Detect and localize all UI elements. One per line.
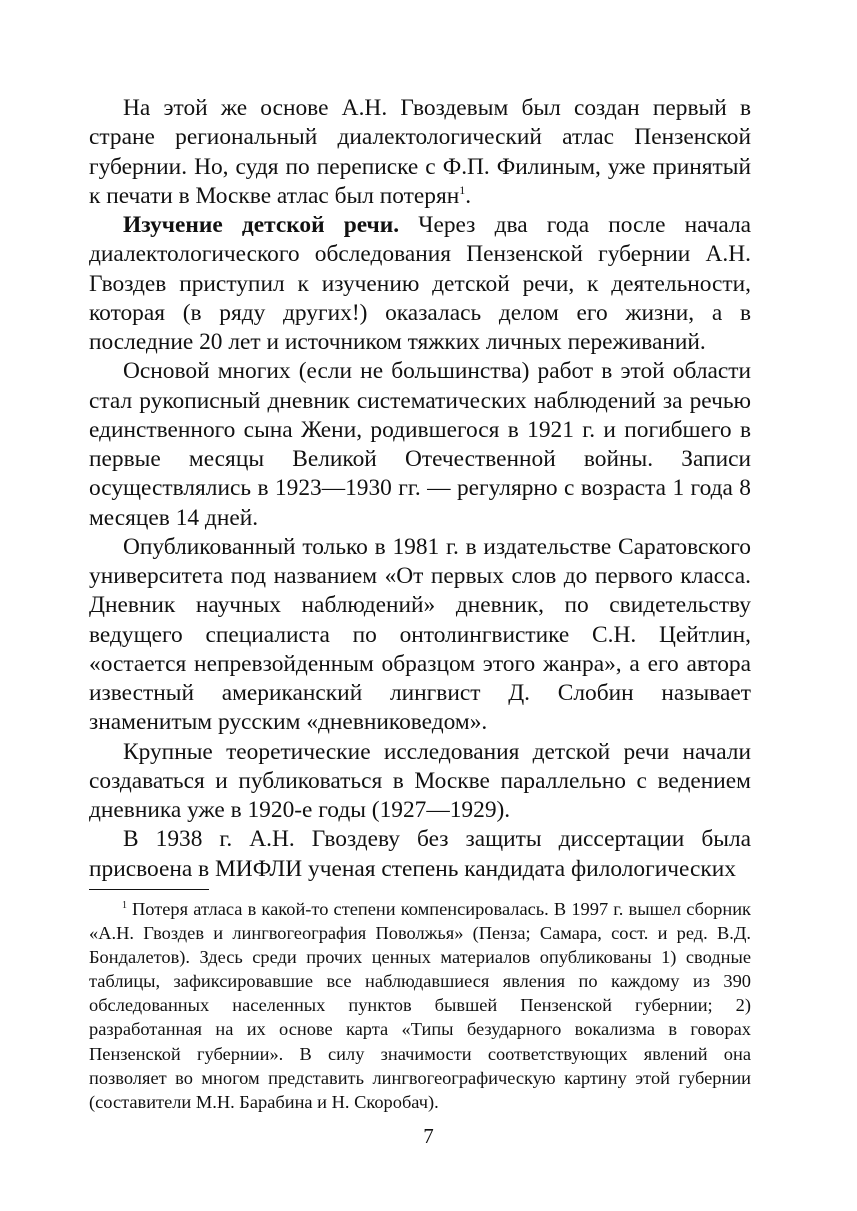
paragraph-degree: В 1938 г. А.Н. Гвоздеву без защиты диссертации была присвоена в МИФЛИ ученая степень кандидата филологических bbox=[89, 826, 751, 882]
footnotes bbox=[89, 897, 751, 1114]
paragraph-publication: Опубликованный только в 1981 г. в издательстве Саратовского университета под названием «От первых слов до первого класса. Дневник научных наблюдений» дневник, по свидетельству ведущего специалиста по онтолингвистике С.Н. Цейтлин, «остается непревзойденным образцом этого жанра», а его автора известный американский лингвист Д. Слобин называет знаменитым русским «дневниковедом». bbox=[89, 533, 751, 736]
paragraph-atlas-end: . bbox=[465, 182, 472, 209]
paragraph-atlas-text: На этой же основе А.Н. Гвоздевым был создан первый в стране региональный диалектологический атлас Пензенской губернии. Но, судя по переписке с Ф.П. Филиным, уже принятый к печати в Москве атлас был потерян bbox=[89, 95, 751, 209]
footnote-reference[interactable]: 1 bbox=[459, 182, 466, 197]
section-heading: Изучение детской речи. bbox=[123, 212, 400, 238]
footnote-text: Потеря атласа в какой-то степени компенсировалась. В 1997 г. вышел сборник «А.Н. Гвоздев и лингвогеография Поволжья» (Пенза; Самара, сост. и ред. В.Д. Бондалетов). Здесь среди прочих ценных материалов опубликованы 1) сводные таблицы, зафиксировавшие все наблюдавшиеся явления по каждому из 390 обследованных населенных пунктов бывшей Пензенской губернии; 2) разработанная на их основе карта «Типы безударного вокализма в говорах Пензенской губернии». В силу значимости соответствующих явлений она позволяет во многом представить лингвогеографическую картину этой губернии (составители М.Н. Барабина и Н. Скоробач). bbox=[89, 899, 751, 1112]
paragraph-child-speech bbox=[89, 211, 751, 357]
footnote-divider bbox=[89, 889, 209, 890]
paragraph-diary: Основой многих (если не большинства) работ в этой области стал рукописный дневник систематических наблюдений за речью единственного сына Жени, родившегося в 1921 г. и погибшего в первые месяцы Великой Отечественной войны. Записи осуществлялись в 1923—1930 гг. — регулярно с возраста 1 года 8 месяцев 14 дней. bbox=[89, 358, 751, 531]
footnote-1 bbox=[89, 897, 751, 1114]
paragraph-child-speech-text: Через два года после начала диалектологического обследования Пензенской губернии А.Н. Гвоздев приступил к изучению детской речи, к деятельности, которая (в ряду других!) оказалась делом его жизни, а в последние 20 лет и источником тяжких личных переживаний. bbox=[89, 212, 751, 355]
paragraph-research: Крупные теоретические исследования детской речи начали создаваться и публиковаться в Москве параллельно с ведением дневника уже в 1920-е годы (1927—1929). bbox=[89, 738, 751, 823]
footnote-marker: 1 bbox=[122, 899, 127, 911]
paragraph-atlas bbox=[89, 94, 751, 211]
page-number: 7 bbox=[423, 1124, 434, 1148]
main-text bbox=[89, 94, 751, 884]
